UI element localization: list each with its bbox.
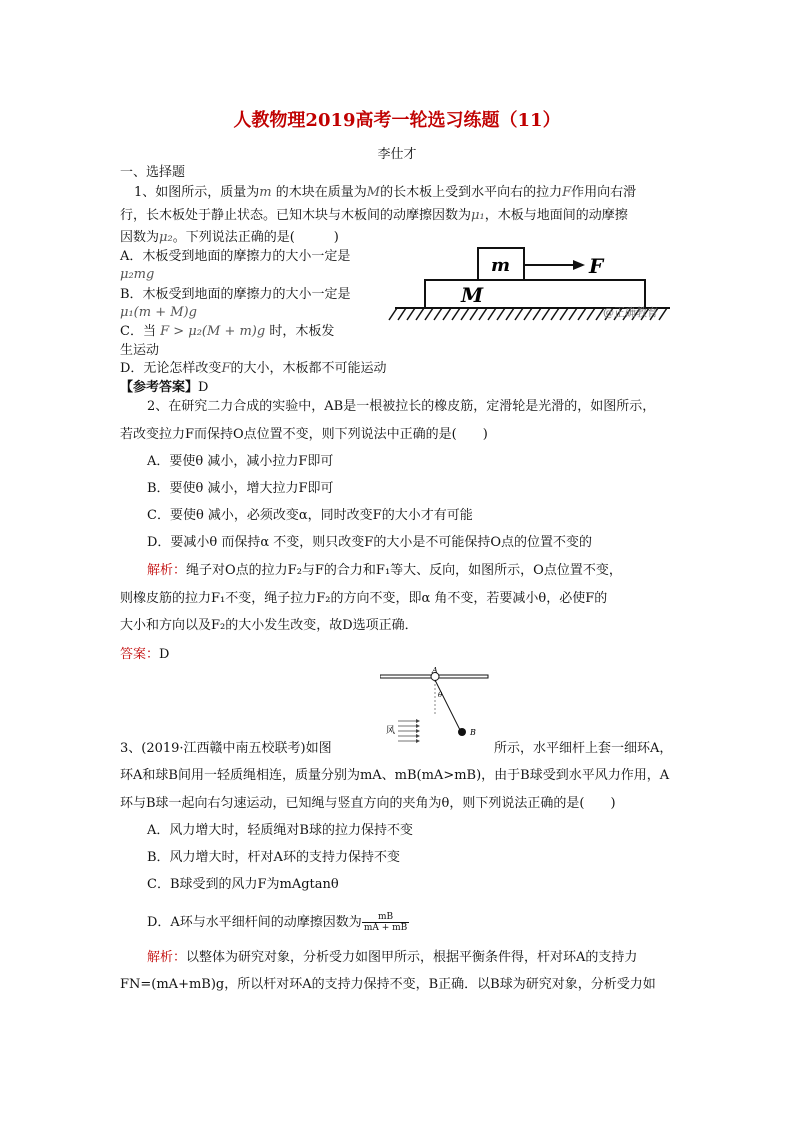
hatch-mark — [461, 308, 469, 320]
author: 李仕才 — [377, 147, 417, 162]
q2-analysis-line3: 大小和方向以及F₂的大小发生改变，故D选项正确． — [120, 618, 418, 633]
watermark: @正确教育 — [603, 306, 658, 319]
q2-stem-line2: 若改变拉力F而保持O点位置不变，则下列说法中正确的是( ) — [120, 427, 488, 442]
hatch-mark — [470, 308, 478, 320]
q3-option-d: D．A环与水平细杆间的动摩擦因数为 $\frac{mB}{mA + mB}$ — [147, 912, 408, 933]
hatch-mark — [416, 308, 424, 320]
ball-B-label: B — [470, 728, 476, 737]
q1-option-a: A．木板受到地面的摩擦力的大小一定是 — [120, 249, 351, 264]
hatch-mark — [551, 308, 559, 320]
ring-A-label: A — [432, 666, 438, 675]
q2-option-a: A．要使θ 减小，减小拉力F即可 — [147, 454, 334, 469]
q3-stem-line2: 环A和球B间用一轻质绳相连，质量分别为mA、mB(mA>mB)，由于B球受到水平风力作用，A — [120, 768, 670, 783]
hatch-mark — [407, 308, 415, 320]
wind-label: 风 — [386, 726, 396, 736]
q2-stem-line1: 2、在研究二力合成的实验中，AB是一根被拉长的橡皮筋，定滑轮是光滑的，如图所示， — [147, 399, 656, 414]
hatch-mark — [443, 308, 451, 320]
hatch-mark — [569, 308, 577, 320]
hatch-mark — [515, 308, 523, 320]
hatch-mark — [659, 308, 667, 320]
hatch-mark — [578, 308, 586, 320]
q1-option-d: D．无论怎样改变F的大小，木板都不可能运动 — [120, 361, 387, 376]
q3-stem-line1a: 3、(2019·江西赣中南五校联考)如图 — [120, 741, 332, 756]
q2-option-b: B．要使θ 减小，增大拉力F即可 — [147, 481, 334, 496]
board-M — [425, 280, 645, 308]
q3-stem-line3: 环与B球一起向右匀速运动，已知绳与竖直方向的夹角为θ，则下列说法正确的是( ) — [120, 796, 616, 811]
q3-analysis-line1: 解析：以整体为研究对象，分析受力如图甲所示，根据平衡条件得，杆对环A的支持力 — [147, 950, 638, 965]
block-m-label: m — [491, 255, 511, 276]
hatch-mark — [389, 308, 397, 320]
q2-analysis-line2: 则橡皮筋的拉力F₁不变，绳子拉力F₂的方向不变，即α 角不变，若要减小θ，必使F的 — [120, 591, 608, 606]
ball-B — [458, 728, 466, 736]
q2-option-d: D．要减小θ 而保持α 不变，则只改变F的大小是不可能保持O点的位置不变的 — [147, 535, 592, 550]
hatch-mark — [542, 308, 550, 320]
hatch-mark — [524, 308, 532, 320]
q3-option-a: A．风力增大时，轻质绳对B球的拉力保持不变 — [147, 823, 413, 838]
hatch-mark — [506, 308, 514, 320]
force-F-label: F — [589, 254, 604, 278]
q1-stem-line3: 因数为μ₂。下列说法正确的是( ) — [120, 230, 339, 245]
hatch-mark — [533, 308, 541, 320]
q1-block-figure — [385, 240, 675, 328]
q3-ring-figure — [380, 665, 490, 750]
hatch-mark — [479, 308, 487, 320]
wind-arrows — [398, 719, 420, 743]
force-arrow-head — [573, 260, 585, 270]
q3-option-d-fraction: $\frac{mB}{mA + mB}$ — [363, 912, 408, 933]
hatch-mark — [560, 308, 568, 320]
hatch-mark — [434, 308, 442, 320]
string — [435, 680, 460, 730]
q1-answer: 【参考答案】D — [120, 380, 209, 395]
q2-analysis-line1: 解析：绳子对O点的拉力F₂与F的合力和F₁等大、反向，如图所示，O点位置不变， — [147, 563, 622, 578]
q1-option-c-cont: 生运动 — [120, 343, 160, 358]
q3-option-b: B．风力增大时，杆对A环的支持力保持不变 — [147, 850, 400, 865]
theta-label: θ — [438, 691, 443, 699]
q1-option-b: B．木板受到地面的摩擦力的大小一定是 — [120, 287, 351, 302]
section-heading: 一、选择题 — [120, 165, 186, 180]
hatch-mark — [398, 308, 406, 320]
hatch-mark — [425, 308, 433, 320]
hatch-mark — [488, 308, 496, 320]
q2-option-c: C．要使θ 减小，必须改变α，同时改变F的大小才有可能 — [147, 508, 473, 523]
q1-option-c: C．当 F > μ₂(M + m)g 时，木板发 — [120, 324, 335, 339]
q3-analysis-line2: FN=(mA+mB)g，所以杆对环A的支持力保持不变，B正确．以B球为研究对象，分析受力如 — [120, 977, 656, 992]
board-M-label: M — [461, 283, 484, 307]
q1-option-a-expr: μ₂mg — [120, 267, 155, 282]
q1-stem-line2: 行，长木板处于静止状态。已知木块与木板间的动摩擦因数为μ₁，木板与地面间的动摩擦 — [120, 208, 628, 223]
hatch-mark — [497, 308, 505, 320]
q3-option-c: C．B球受到的风力F为mAgtanθ — [147, 877, 339, 892]
hatch-mark — [587, 308, 595, 320]
q1-option-b-expr: μ₁(m + M)g — [120, 305, 197, 320]
hatch-mark — [452, 308, 460, 320]
page-title: 人教物理2019高考一轮选习练题（11） — [233, 110, 561, 131]
q1-stem-line1: 1、如图所示，质量为m 的木块在质量为M的长木板上受到水平向右的拉力F作用向右滑 — [134, 185, 637, 200]
q2-answer: 答案：D — [120, 647, 170, 662]
q3-stem-line1b: 所示，水平细杆上套一细环A， — [494, 741, 673, 756]
